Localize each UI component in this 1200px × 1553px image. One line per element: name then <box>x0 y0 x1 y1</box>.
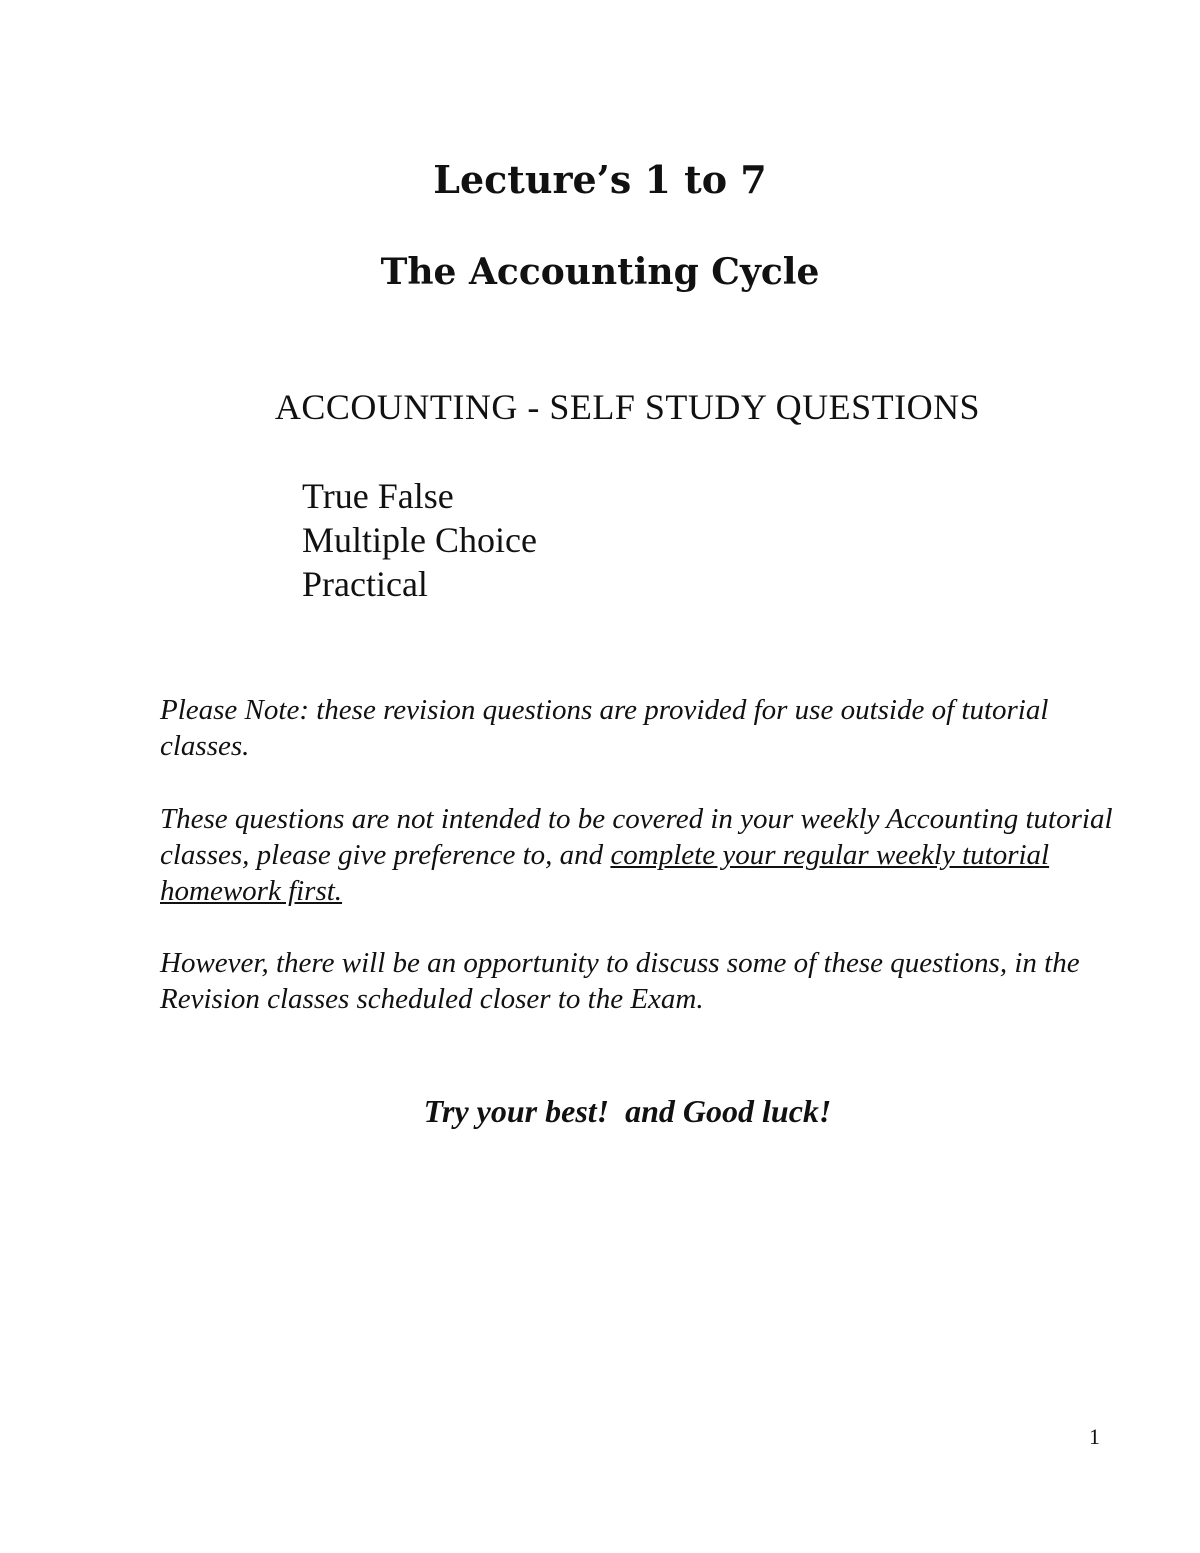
lecture-title: Lecture’s 1 to 7 <box>433 157 767 202</box>
accounting-cycle-title: The Accounting Cycle <box>380 251 820 293</box>
question-type-true-false: True False <box>302 476 454 516</box>
good-luck-message: Try your best! and Good luck! <box>423 1093 832 1129</box>
not-intended-text: These questions are not intended to be covered in your weekly Accounting tutorial classes, please give preference to, and <box>160 803 1113 871</box>
homework-first-text: complete your regular weekly tutorial homework first. <box>160 839 1050 907</box>
page-number: 1 <box>1089 1424 1100 1449</box>
question-type-list <box>302 474 537 606</box>
question-type-practical: Practical <box>302 564 428 604</box>
please-note-paragraph: Please Note: these revision questions are provided for use outside of tutorial classes. <box>160 694 1049 762</box>
not-intended-paragraph <box>160 801 1120 909</box>
revision-opportunity-paragraph: However, there will be an opportunity to discuss some of these questions, in the Revision classes scheduled closer to the Exam. <box>160 947 1080 1015</box>
question-type-multiple-choice: Multiple Choice <box>302 520 537 560</box>
self-study-heading: ACCOUNTING - SELF STUDY QUESTIONS <box>274 387 981 427</box>
